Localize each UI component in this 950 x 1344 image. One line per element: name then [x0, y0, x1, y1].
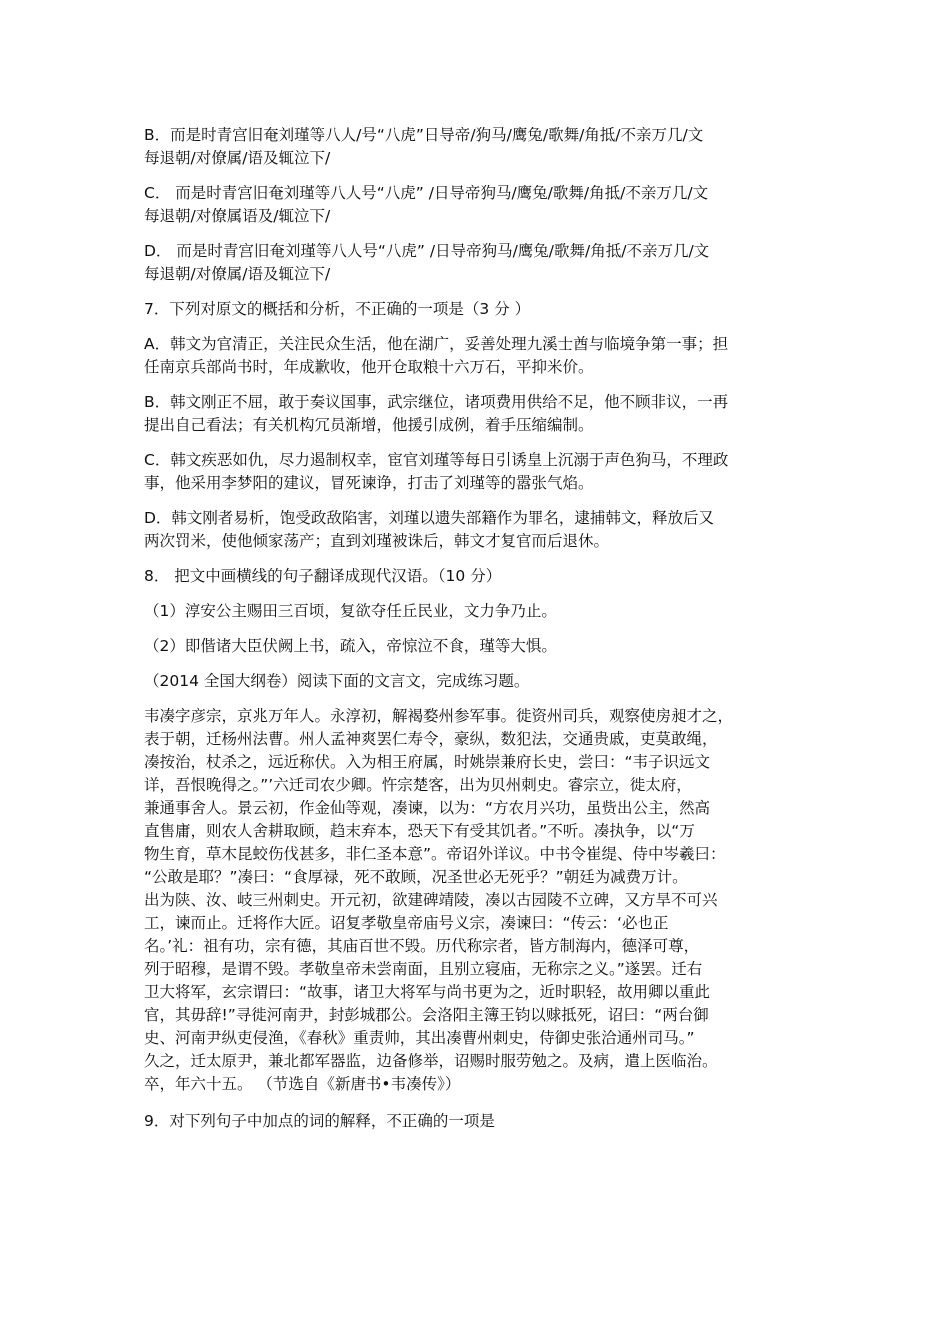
- question-7-option-d: D．韩文刚者易析，饱受政敌陷害，刘瑾以遗失部籍作为罪名，逮捕韩文，释放后又 两次罚米，使他倾家荡产；直到刘瑾被诛后，韩文才复官而后退休。: [144, 509, 714, 550]
- question-8-item-2: （2）即偕诸大臣伏阙上书，疏入，帝惊泣不食，瑾等大惧。: [144, 637, 557, 655]
- option-c-punctuation: C． 而是时青宫旧奄刘瑾等八人号“八虎” /日导帝狗马/鹰兔/歌舞/角抵/不亲万几/文 每退朝/对僚属语及/辄泣下/: [144, 184, 709, 225]
- question-8-item-1: （1）淳安公主赐田三百顷，复欲夺任丘民业，文力争乃止。: [144, 602, 557, 620]
- option-d-punctuation: D． 而是时青宫旧奄刘瑾等八人号“八虎” /日导帝狗马/鹰兔/歌舞/角抵/不亲万几/文 每退朝/对僚属/语及辄泣下/: [144, 242, 710, 283]
- question-7: 7．下列对原文的概括和分析，不正确的一项是（3 分 ）: [144, 300, 531, 318]
- document-body: [144, 124, 814, 1145]
- question-7-option-c: C．韩文疾恶如仇，尽力遏制权幸，宦官刘瑾等每日引诱皇上沉溺于声色狗马，不理政 事，他采用李梦阳的建议，冒死谏诤，打击了刘瑾等的嚣张气焰。: [144, 451, 729, 492]
- reading-instruction: （2014 全国大纲卷）阅读下面的文言文，完成练习题。: [144, 672, 530, 690]
- question-8: 8． 把文中画横线的句子翻译成现代汉语。（10 分）: [144, 567, 502, 585]
- question-7-option-a: A．韩文为官清正，关注民众生活，他在湖广，妥善处理九溪士酋与临境争第一事；担 任南京兵部尚书时，年成歉收，他开仓取粮十六万石，平抑米价。: [144, 335, 729, 376]
- question-9: 9．对下列句子中加点的词的解释，不正确的一项是: [144, 1112, 495, 1130]
- option-b-punctuation: B．而是时青宫旧奄刘瑾等八人/号“八虎”日导帝/狗马/鹰兔/歌舞/角抵/不亲万几/文 每退朝/对僚属/语及辄泣下/: [144, 126, 704, 167]
- question-7-option-b: B．韩文刚正不屈，敢于奏议国事，武宗继位，诸项费用供给不足，他不顾非议，一再 提出自己看法；有关机构冗员渐增，他援引成例，着手压缩编制。: [144, 393, 729, 434]
- classical-chinese-passage: 韦凑字彦宗，京兆万年人。永淳初，解褐婺州参军事。徙资州司兵，观察使房昶才之， 表于朝，迁杨州法曹。州人孟神爽罢仁寿令，豪纵，数犯法，交通贵戚，吏莫敢绳， 凑按治，杖杀之，远近称伏。入为相王府属，时姚崇兼府长史，尝曰：“韦子识远文 详，吾恨晚得之。”’六迁司农少卿。忤宗楚客，出为贝州刺史。睿宗立，徙太府， 兼通事舍人。景云初，作金仙等观，凑谏，以为：“方农月兴功，虽赀出公主，然高 直售庸，则农人舍耕取顾，趋末弃本，恐天下有受其饥者。”不听。凑执争，以“万 物生育，草木昆蛟伤伐甚多，非仁圣本意”。帝诏外详议。中书令崔缇、侍中岑羲曰： “公敢是耶？”凑曰：“食厚禄，死不敢顾，况圣世必无死乎？”朝廷为减费万计。 出为陕、汝、岐三州刺史。开元初，欲建碑靖陵，凑以古园陵不立碑，又方旱不可兴 工，谏而止。迁将作大匠。诏复孝敬皇帝庙号义宗，凑谏曰：“传云：‘必也正 名。’礼：祖有功，宗有德，其庙百世不毁。历代称宗者，皆方制海内，德泽可尊， 列于昭穆，是谓不毁。孝敬皇帝未尝南面，且别立寝庙，无称宗之义。”遂罢。迁右 卫大将军，玄宗谓曰：“故事，诸卫大将军与尚书更为之，近时职轻，故用卿以重此 官，其毋辞!”寻徙河南尹，封彭城郡公。会洛阳主簿王钧以赇抵死，诏曰：“两台御 史、河南尹纵吏侵渔，《春秋》重责帅，其出凑曹州刺史，侍御史张洽通州司马。” 久之，迁太原尹，兼北都军器监，边备修举，诏赐时服劳勉之。及病，遣上医临治。 卒，年六十五。 （节选自《新唐书•韦凑传》）: [144, 707, 734, 1093]
